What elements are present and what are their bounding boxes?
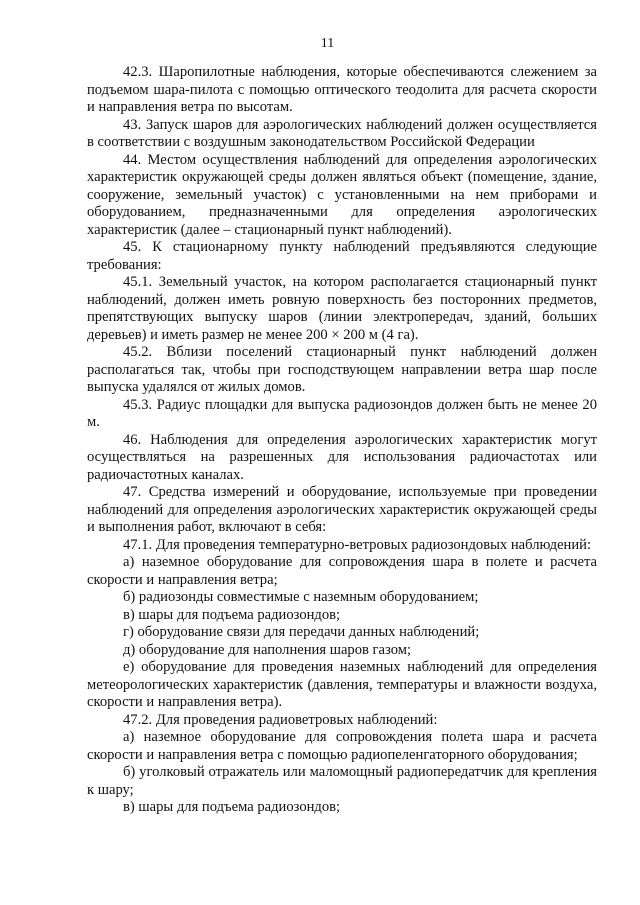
list-item-47-1-d: д) оборудование для наполнения шаров газом; xyxy=(123,641,412,658)
list-item-47-1-a: а) наземное оборудование для сопровождения шара в полете и расчета скорости и направления ветра; xyxy=(87,554,597,588)
paragraph-45-1: 45.1. Земельный участок, на котором располагается стационарный пункт наблюдений, должен иметь ровную поверхность без посторонних предметов, препятствующих выпуску шаров (линии электропередач, зданий, больших деревьев) и иметь размер не менее 200 × 200 м (4 га). xyxy=(87,274,597,343)
list-item-47-1-e: е) оборудование для проведения наземных наблюдений для определения метеорологических характеристик (давления, температуры и влажности воздуха, скорости и направления ветра). xyxy=(87,659,597,710)
paragraph-43: 43. Запуск шаров для аэрологических наблюдений должен осуществляется в соответствии с воздушным законодательством Российской Федерации xyxy=(87,116,597,150)
paragraph-44: 44. Местом осуществления наблюдений для определения аэрологических характеристик окружающей среды должен являться объект (помещение, здание, сооружение, земельный участок) с установленными на нем приборами и оборудованием, предназначенными для определения аэрологических характеристик (далее – стационарный пункт наблюдений). xyxy=(87,151,597,238)
list-item-47-2-b: б) уголковый отражатель или маломощный радиопередатчик для крепления к шару; xyxy=(87,764,597,798)
paragraph-46: 46. Наблюдения для определения аэрологических характеристик могут осуществляться на разрешенных для использования радиочастотах или радиочастотных каналах. xyxy=(87,431,597,483)
list-item-47-1-g: г) оборудование связи для передачи данных наблюдений; xyxy=(123,624,480,640)
paragraph-47: 47. Средства измерений и оборудование, используемые при проведении наблюдений для определения аэрологических характеристик окружающей среды и выполнения работ, включают в себя: xyxy=(87,484,597,535)
paragraph-47-1: 47.1. Для проведения температурно-ветровых радиозондовых наблюдений: xyxy=(123,536,592,553)
list-item-47-2-v: в) шары для подъема радиозондов; xyxy=(123,799,341,815)
paragraph-45-3: 45.3. Радиус площадки для выпуска радиозондов должен быть не менее 20 м. xyxy=(87,396,597,430)
paragraph-45-2: 45.2. Вблизи поселений стационарный пункт наблюдений должен располагаться так, чтобы при господствующем направлении ветра шар после выпуска удалялся от жилых домов. xyxy=(87,344,597,395)
paragraph-47-2: 47.2. Для проведения радиоветровых наблюдений: xyxy=(123,711,438,728)
paragraph-45: 45. К стационарному пункту наблюдений предъявляются следующие требования: xyxy=(87,239,597,273)
list-item-47-1-b: б) радиозонды совместимые с наземным оборудованием; xyxy=(123,589,479,605)
list-item-47-2-a: а) наземное оборудование для сопровождения полета шара и расчета скорости и направления ветра с помощью радиопеленгаторного оборудования; xyxy=(87,729,597,763)
paragraph-42-3: 42.3. Шаропилотные наблюдения, которые обеспечиваются слежением за подъемом шара-пилота с помощью оптического теодолита для расчета скорости и направления ветра по высотам. xyxy=(87,64,597,115)
list-item-47-1-v: в) шары для подъема радиозондов; xyxy=(123,606,341,623)
page-number: 11 xyxy=(320,36,335,51)
document-body xyxy=(87,64,597,817)
